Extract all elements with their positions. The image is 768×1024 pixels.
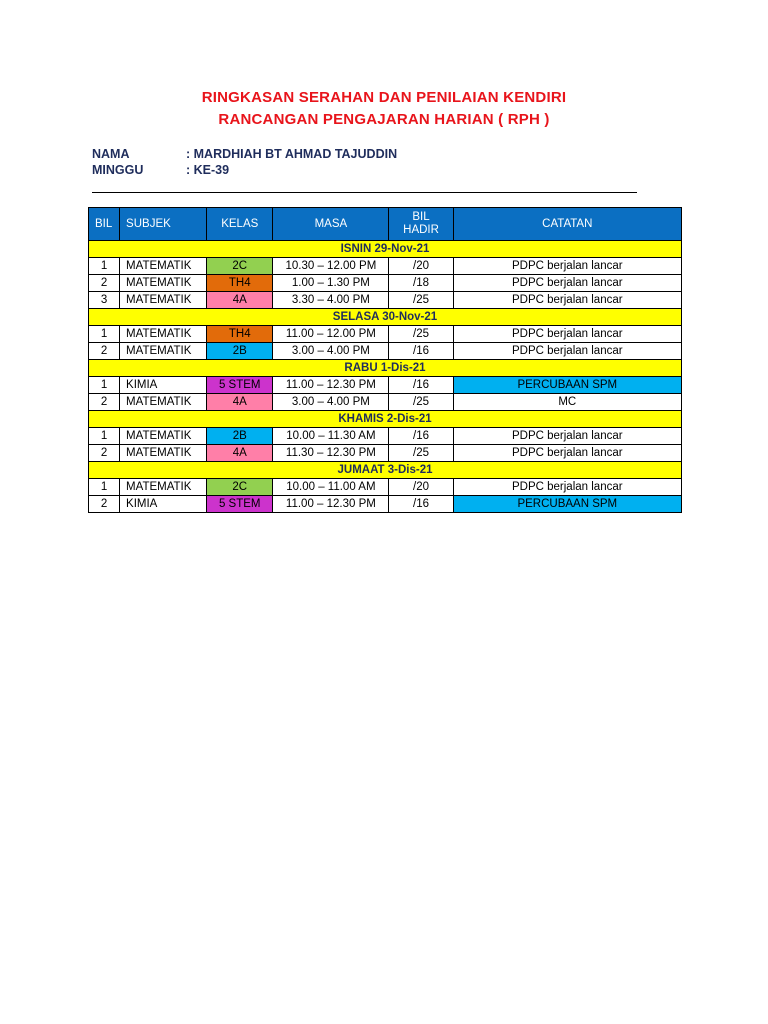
cell-hadir: /25 (389, 394, 453, 411)
cell-hadir: /20 (389, 258, 453, 275)
cell-bil: 1 (89, 428, 120, 445)
cell-kelas: 2C (207, 258, 273, 275)
day-header-row (89, 411, 682, 428)
cell-subjek: MATEMATIK (120, 428, 207, 445)
cell-hadir: /25 (389, 326, 453, 343)
rph-table (88, 207, 682, 513)
cell-masa: 10.00 – 11.00 AM (273, 479, 389, 496)
cell-hadir: /25 (389, 292, 453, 309)
cell-masa: 3.00 – 4.00 PM (273, 343, 389, 360)
cell-masa: 11.00 – 12.30 PM (273, 377, 389, 394)
table-row (89, 496, 682, 513)
cell-kelas: 4A (207, 394, 273, 411)
day-header-row (89, 241, 682, 258)
cell-catatan: PERCUBAAN SPM (453, 377, 681, 394)
cell-subjek: KIMIA (120, 377, 207, 394)
cell-bil: 3 (89, 292, 120, 309)
table-row (89, 428, 682, 445)
cell-masa: 1.00 – 1.30 PM (273, 275, 389, 292)
table-row (89, 275, 682, 292)
document-title: RINGKASAN SERAHAN DAN PENILAIAN KENDIRI (201, 89, 567, 106)
table-row (89, 258, 682, 275)
cell-subjek: MATEMATIK (120, 479, 207, 496)
minggu-label: MINGGU (92, 163, 144, 177)
header-bil-hadir (389, 208, 453, 241)
table-row (89, 445, 682, 462)
cell-hadir: /16 (389, 496, 453, 513)
cell-hadir: /16 (389, 428, 453, 445)
cell-bil: 2 (89, 275, 120, 292)
day-label: RABU 1-Dis-21 (89, 360, 682, 377)
cell-subjek: MATEMATIK (120, 394, 207, 411)
divider-line (92, 192, 637, 193)
day-label: KHAMIS 2-Dis-21 (89, 411, 682, 428)
cell-hadir: /16 (389, 377, 453, 394)
day-header-row (89, 462, 682, 479)
cell-bil: 1 (89, 326, 120, 343)
day-label: JUMAAT 3-Dis-21 (89, 462, 682, 479)
cell-kelas: 2C (207, 479, 273, 496)
header-catatan: CATATAN (453, 208, 681, 241)
table-row (89, 292, 682, 309)
cell-bil: 1 (89, 479, 120, 496)
cell-catatan: PDPC berjalan lancar (453, 343, 681, 360)
cell-catatan: PDPC berjalan lancar (453, 258, 681, 275)
cell-kelas: TH4 (207, 275, 273, 292)
nama-row (92, 147, 397, 161)
header-subjek: SUBJEK (120, 208, 207, 241)
day-header-row (89, 360, 682, 377)
header-kelas: KELAS (207, 208, 273, 241)
cell-kelas: TH4 (207, 326, 273, 343)
minggu-row (92, 163, 229, 177)
cell-subjek: MATEMATIK (120, 326, 207, 343)
table-body (89, 241, 682, 513)
cell-masa: 10.30 – 12.00 PM (273, 258, 389, 275)
cell-subjek: MATEMATIK (120, 292, 207, 309)
cell-bil: 2 (89, 496, 120, 513)
cell-hadir: /18 (389, 275, 453, 292)
table-row (89, 326, 682, 343)
cell-bil: 2 (89, 394, 120, 411)
header-bil-hadir-line2: HADIR (403, 224, 439, 236)
table-row (89, 343, 682, 360)
table-row (89, 377, 682, 394)
cell-masa: 11.30 – 12.30 PM (273, 445, 389, 462)
cell-catatan: PDPC berjalan lancar (453, 479, 681, 496)
cell-catatan: PERCUBAAN SPM (453, 496, 681, 513)
cell-kelas: 5 STEM (207, 496, 273, 513)
cell-catatan: PDPC berjalan lancar (453, 292, 681, 309)
cell-hadir: /25 (389, 445, 453, 462)
cell-catatan: MC (453, 394, 681, 411)
cell-masa: 11.00 – 12.00 PM (273, 326, 389, 343)
header-bil: BIL (89, 208, 120, 241)
cell-catatan: PDPC berjalan lancar (453, 275, 681, 292)
table-header-row (89, 208, 682, 241)
table-row (89, 479, 682, 496)
header-masa: MASA (273, 208, 389, 241)
cell-kelas: 5 STEM (207, 377, 273, 394)
cell-subjek: KIMIA (120, 496, 207, 513)
cell-kelas: 2B (207, 428, 273, 445)
cell-masa: 3.00 – 4.00 PM (273, 394, 389, 411)
header-bil-hadir-line1: BIL (412, 211, 430, 223)
cell-masa: 3.30 – 4.00 PM (273, 292, 389, 309)
cell-kelas: 2B (207, 343, 273, 360)
cell-subjek: MATEMATIK (120, 275, 207, 292)
cell-bil: 1 (89, 377, 120, 394)
cell-bil: 1 (89, 258, 120, 275)
cell-subjek: MATEMATIK (120, 258, 207, 275)
cell-bil: 2 (89, 343, 120, 360)
cell-catatan: PDPC berjalan lancar (453, 326, 681, 343)
nama-label: NAMA (92, 147, 130, 161)
cell-subjek: MATEMATIK (120, 445, 207, 462)
cell-hadir: /20 (389, 479, 453, 496)
day-label: SELASA 30-Nov-21 (89, 309, 682, 326)
cell-masa: 11.00 – 12.30 PM (273, 496, 389, 513)
cell-kelas: 4A (207, 445, 273, 462)
day-header-row (89, 309, 682, 326)
cell-hadir: /16 (389, 343, 453, 360)
cell-catatan: PDPC berjalan lancar (453, 428, 681, 445)
cell-bil: 2 (89, 445, 120, 462)
cell-masa: 10.00 – 11.30 AM (273, 428, 389, 445)
cell-kelas: 4A (207, 292, 273, 309)
document-subtitle: RANCANGAN PENGAJARAN HARIAN ( RPH ) (218, 111, 550, 128)
table-row (89, 394, 682, 411)
cell-subjek: MATEMATIK (120, 343, 207, 360)
minggu-value: : KE-39 (186, 163, 230, 177)
cell-catatan: PDPC berjalan lancar (453, 445, 681, 462)
day-label: ISNIN 29-Nov-21 (89, 241, 682, 258)
nama-value: : MARDHIAH BT AHMAD TAJUDDIN (186, 147, 398, 161)
